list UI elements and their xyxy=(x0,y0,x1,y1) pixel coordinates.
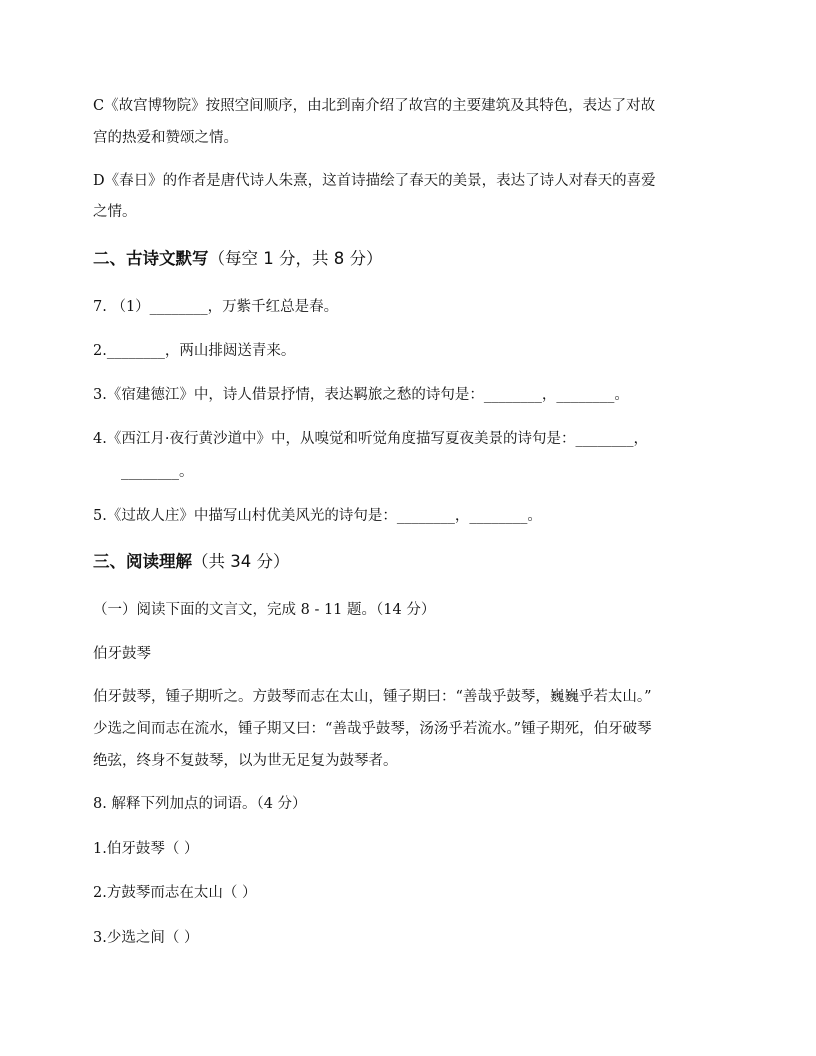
passage-line-2: 少选之间而志在流水，锺子期又曰：“善哉乎鼓琴，汤汤乎若流水。”锺子期死，伯牙破琴 xyxy=(93,721,652,737)
section-3-score-note: （共 34 分） xyxy=(192,552,290,571)
passage-line-1: 伯牙鼓琴，锺子期听之。方鼓琴而志在太山，锺子期曰：“善哉乎鼓琴，巍巍乎若太山。” xyxy=(93,689,652,705)
section-3-title: 三、阅读理解 xyxy=(93,552,192,571)
option-c-line-1: C《故宫博物院》按照空间顺序，由北到南介绍了故宫的主要建筑及其特色，表达了对故 xyxy=(93,98,656,114)
question-7-4-line-1: 4.《西江月·夜行黄沙道中》中，从嗅觉和听觉角度描写夏夜美景的诗句是：________， xyxy=(93,431,648,447)
section-3-heading xyxy=(93,551,733,573)
section-2-title: 二、古诗文默写 xyxy=(93,249,209,268)
question-7-1: 7. （1）________，万紫千红总是春。 xyxy=(93,299,339,315)
question-7-3: 3.《宿建德江》中，诗人借景抒情，表达羁旅之愁的诗句是：________，________。 xyxy=(93,387,629,403)
passage-title: 伯牙鼓琴 xyxy=(93,646,151,662)
section-2-heading xyxy=(93,248,733,270)
option-d-line-1: D《春日》的作者是唐代诗人朱熹，这首诗描绘了春天的美景，表达了诗人对春天的喜爱 xyxy=(93,173,656,189)
question-7-2: 2.________，两山排闼送青来。 xyxy=(93,343,296,359)
question-8-item-2: 2.方鼓琴而志在太山（ ） xyxy=(93,885,257,901)
passage-line-3: 绝弦，终身不复鼓琴，以为世无足复为鼓琴者。 xyxy=(93,753,398,769)
question-8-item-3: 3.少选之间（ ） xyxy=(93,930,199,946)
question-8-item-1: 1.伯牙鼓琴（ ） xyxy=(93,841,199,857)
option-d-line-2: 之情。 xyxy=(93,204,137,220)
question-7-4-line-2: ________。 xyxy=(121,464,194,480)
option-c-line-2: 宫的热爱和赞颂之情。 xyxy=(93,130,238,146)
question-7-5: 5.《过故人庄》中描写山村优美风光的诗句是：________，________。 xyxy=(93,508,542,524)
part-1-instruction: （一）阅读下面的文言文，完成 8 - 11 题。（14 分） xyxy=(93,602,436,618)
question-8: 8. 解释下列加点的词语。（4 分） xyxy=(93,796,307,812)
section-2-score-note: （每空 1 分，共 8 分） xyxy=(208,249,383,268)
